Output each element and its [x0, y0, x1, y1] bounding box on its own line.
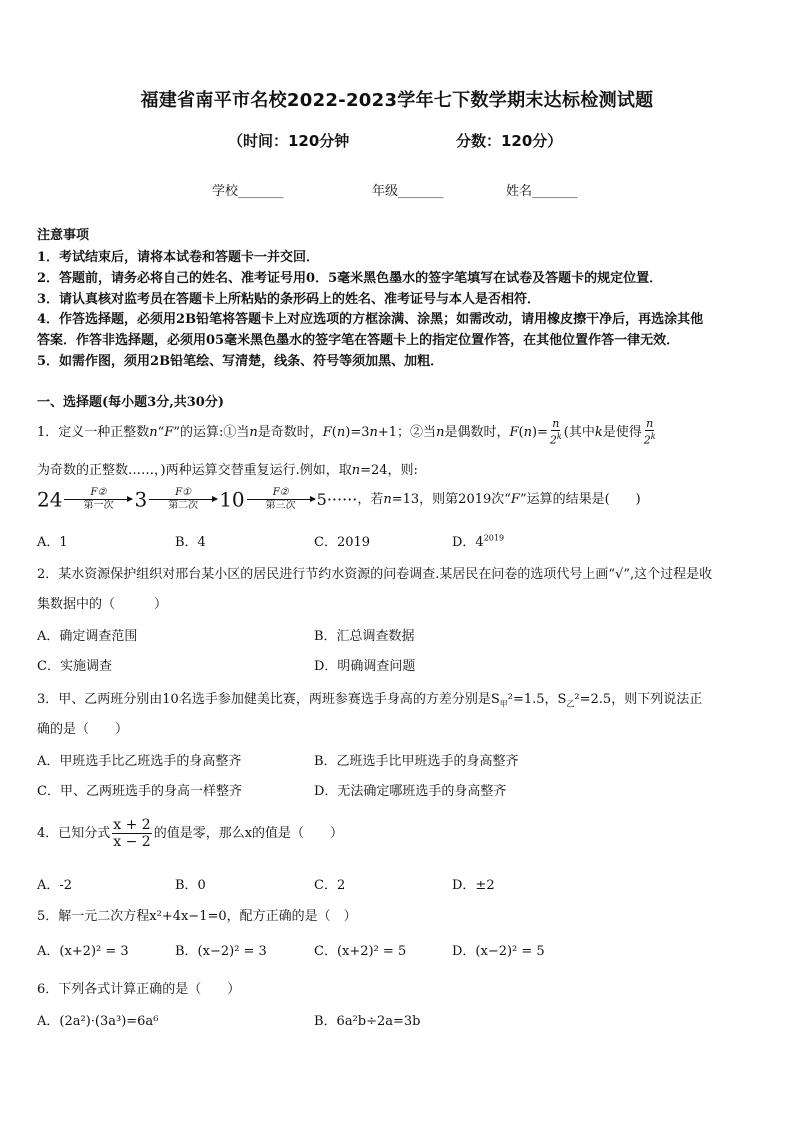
fraction-n-over-2k: $\frac{n}{2^k}$ [643, 417, 656, 447]
exam-time: （时间：120分钟 [228, 132, 350, 150]
question-2-line-2: 集数据中的（ ） [37, 597, 168, 612]
notice-item: 答案．作答非选择题，必须用05毫米黑色墨水的签字笔在答题卡上的指定位置作答，在其他位置作答一律无效． [37, 333, 680, 348]
notice-item: 4．作答选择题，必须用2B铅笔将答题卡上对应选项的方框涂满、涂黑；如需改动，请用橡皮擦干净后，再选涂其他 [37, 312, 704, 327]
name-field: 姓名_______ [506, 184, 578, 199]
option-d[interactable]: D．(x−2)² = 5 [452, 944, 545, 959]
arrow-icon: F② 第一次 [64, 487, 132, 512]
grade-field: 年级_______ [372, 184, 444, 199]
arrow-icon: F② 第三次 [247, 487, 315, 512]
exam-score: 分数：120分） [456, 132, 563, 150]
option-b[interactable]: B．乙班选手比甲班选手的身高整齐 [314, 754, 519, 769]
option-a[interactable]: A．1 [37, 535, 68, 550]
option-d[interactable]: D．$4^{2019}$ [452, 533, 505, 550]
chain-number: 3 [134, 487, 148, 512]
question-2-line-1: 2．某水资源保护组织对邢台某小区的居民进行节约水资源的问卷调查.某居民在问卷的选项代号上画“√”,这个过程是收 [37, 567, 713, 582]
option-a[interactable]: A．(2a²)·(3a³)=6a⁶ [37, 1014, 159, 1029]
option-a[interactable]: A．确定调查范围 [37, 629, 138, 644]
notice-heading: 注意事项 [37, 228, 90, 243]
notice-item: 5．如需作图，须用2B铅笔绘、写清楚，线条、符号等须加黑、加粗． [37, 354, 444, 369]
school-field: 学校_______ [212, 184, 284, 199]
arrow-icon: F① 第二次 [149, 487, 217, 512]
question-4: 4．已知分式 $\frac{x + 2}{x - 2}$ 的值是零，那么x的值是（ ） [37, 817, 344, 850]
chain-number: 24 [37, 487, 63, 512]
chain-number: 10 [219, 487, 245, 512]
notice-item: 3．请认真核对监考员在答题卡上所粘贴的条形码上的姓名、准考证号与本人是否相符． [37, 292, 541, 307]
option-a[interactable]: A．甲班选手比乙班选手的身高整齐 [37, 754, 242, 769]
notice-item: 1．考试结束后，请将本试卷和答题卡一并交回． [37, 250, 320, 265]
question-3-line-2: 确的是（ ） [37, 722, 129, 737]
option-c[interactable]: C．甲、乙两班选手的身高一样整齐 [37, 784, 242, 799]
question-3-line-1: 3．甲、乙两班分别由10名选手参加健美比赛，两班参赛选手身高的方差分别是$S_甲^2=1.5$，$S_乙^2=2.5$，则下列说法正 [37, 692, 703, 709]
option-b[interactable]: B．0 [175, 878, 206, 893]
option-c[interactable]: C．2019 [314, 535, 371, 550]
option-b[interactable]: B．4 [175, 535, 206, 550]
section-heading: 一、选择题(每小题3分,共30分) [37, 395, 224, 410]
option-b[interactable]: B．汇总调查数据 [314, 629, 415, 644]
option-b[interactable]: B．(x−2)² = 3 [175, 944, 267, 959]
fraction-x-plus-2-over-x-minus-2: $\frac{x + 2}{x - 2}$ [113, 817, 151, 850]
option-d[interactable]: D．明确调查问题 [314, 659, 416, 674]
option-a[interactable]: A．-2 [37, 878, 73, 893]
question-1-chain: 24 F② 第一次 3 F① 第二次 10 F② 第三次 5······，若n=13，则第2019次“F”运算的结果是( ) [37, 487, 641, 512]
question-6: 6．下列各式计算正确的是（ ） [37, 982, 241, 997]
option-d[interactable]: D．±2 [452, 878, 495, 893]
chain-number: 5······ [316, 490, 358, 509]
option-a[interactable]: A．(x+2)² = 3 [37, 944, 129, 959]
page-title: 福建省南平市名校2022-2023学年七下数学期末达标检测试题 [140, 90, 654, 111]
question-5: 5．解一元二次方程x²+4x−1=0，配方正确的是（ ） [37, 909, 357, 924]
option-b[interactable]: B．6a²b÷2a=3b [314, 1014, 421, 1029]
question-1-line-2: 为奇数的正整数……，)两种运算交替重复运行.例如，取n=24，则: [37, 463, 418, 478]
option-d[interactable]: D．无法确定哪班选手的身高整齐 [314, 784, 507, 799]
option-c[interactable]: C．(x+2)² = 5 [314, 944, 407, 959]
option-c[interactable]: C．2 [314, 878, 346, 893]
notice-item: 2．答题前，请务必将自己的姓名、准考证号用0．5毫米黑色墨水的签字笔填写在试卷及答题卡的规定位置． [37, 271, 663, 286]
question-1-line-1: 1．定义一种正整数n“F”的运算:①当n是奇数时，F(n)=3n+1；②当n是偶数时，F(n)= $\frac{n}{2^k}$ (其中k是使得 $\frac{n}{2^k}$ [37, 417, 656, 447]
fraction-n-over-2k: $\frac{n}{2^k}$ [549, 417, 562, 447]
option-c[interactable]: C．实施调查 [37, 659, 112, 674]
